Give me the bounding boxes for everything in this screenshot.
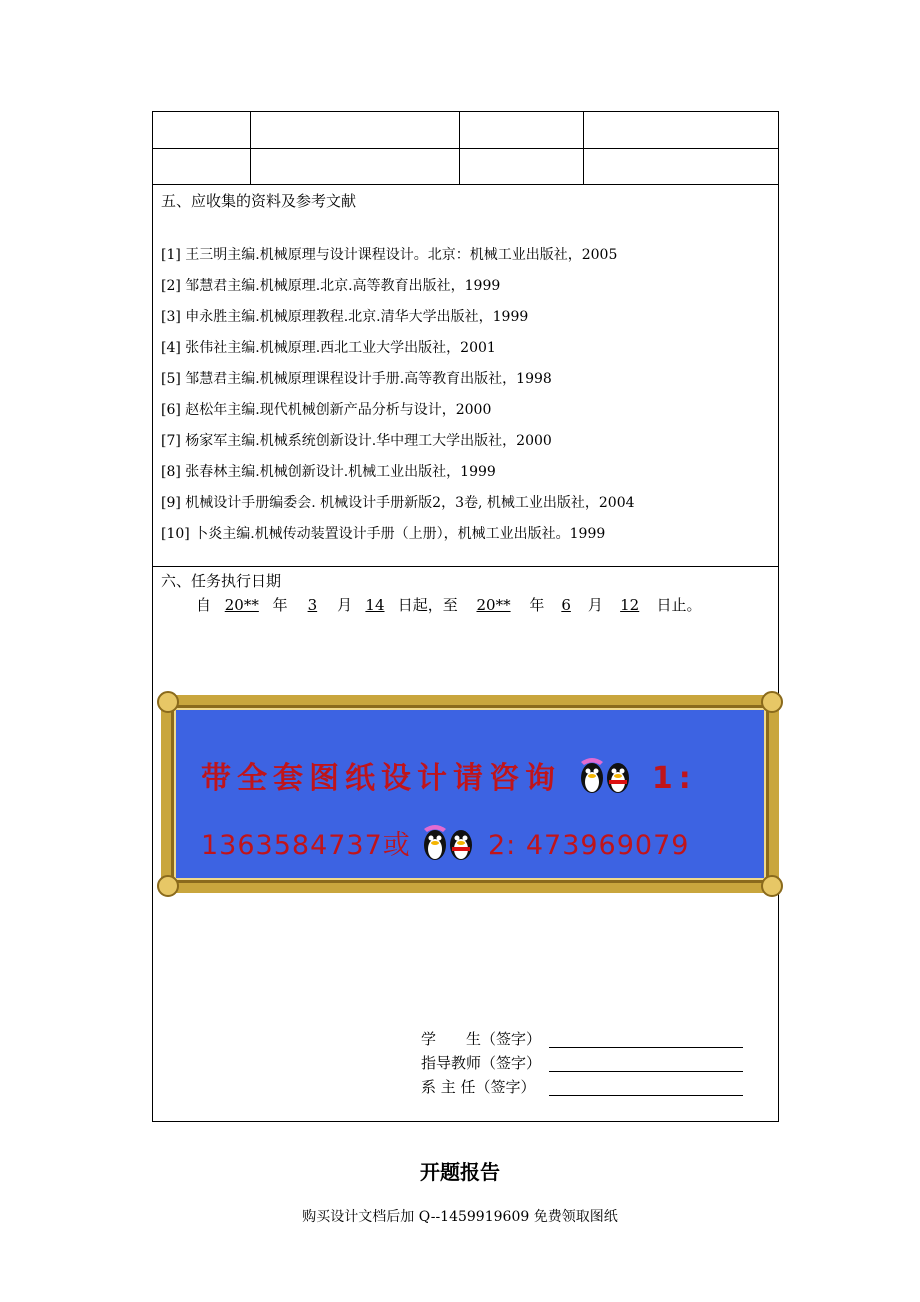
contact-banner (161, 695, 779, 893)
cell-divider (583, 148, 584, 184)
list-item: [6] 赵松年主编.现代机械创新产品分析与设计，2000 (161, 402, 492, 418)
section-schedule-title: 六、任务执行日期 (161, 572, 282, 590)
report-form-frame (152, 111, 779, 1122)
advisor-signature-line[interactable] (549, 1057, 743, 1072)
banner-qq-number-2: 2: 473969079 (487, 830, 690, 861)
section-references-title: 五、应收集的资料及参考文献 (161, 192, 357, 210)
qq-penguin-icon (421, 823, 477, 870)
frame-corner-ornament (761, 691, 783, 713)
list-item: [7] 杨家军主编.机械系统创新设计.华中理工大学出版社，2000 (161, 433, 552, 449)
banner-line-2 (201, 823, 689, 870)
page-title: 开题报告 (420, 1160, 500, 1184)
end-month: 6 (561, 596, 571, 614)
month-label: 月 (587, 596, 603, 614)
list-item: [3] 申永胜主编.机械原理教程.北京.清华大学出版社，1999 (161, 309, 529, 325)
list-item: [10] 卜炎主编.机械传动装置设计手册（上册），机械工业出版社。1999 (161, 526, 606, 542)
table-row (153, 112, 778, 149)
date-from-label: 自 (196, 596, 212, 614)
frame-corner-ornament (761, 875, 783, 897)
student-signature-label: 学 生（签字） (421, 1030, 542, 1048)
list-item: [4] 张伟社主编.机械原理.西北工业大学出版社，2001 (161, 340, 496, 356)
banner-qq-number-1-label: 1: (651, 761, 697, 796)
start-day: 14 (365, 596, 385, 614)
cell-divider (250, 148, 251, 184)
qq-penguin-icon (578, 756, 634, 804)
end-day: 12 (620, 596, 640, 614)
reference-list (161, 240, 771, 550)
footer-note: 购买设计文档后加 Q--1459919609 免费领取图纸 (302, 1209, 618, 1225)
list-item: [8] 张春林主编.机械创新设计.机械工业出版社，1999 (161, 464, 496, 480)
end-suffix: 日止。 (656, 596, 702, 614)
cell-divider (250, 112, 251, 148)
table-row (153, 148, 778, 185)
section-divider (153, 566, 778, 567)
banner-phone: 1363584737或 (201, 830, 411, 861)
advisor-signature-label: 指导教师（签字） (421, 1054, 542, 1072)
advisor-signature (421, 1052, 743, 1073)
banner-line-1 (201, 753, 697, 804)
banner-headline: 带全套图纸设计请咨询 (201, 761, 561, 796)
start-suffix: 日起，至 (397, 596, 458, 614)
list-item: [1] 王三明主编.机械原理与设计课程设计。北京：机械工业出版社，2005 (161, 247, 618, 263)
frame-corner-ornament (157, 875, 179, 897)
director-signature-label: 系 主 任（签字） (421, 1078, 536, 1096)
cell-divider (583, 112, 584, 148)
list-item: [2] 邹慧君主编.机械原理.北京.高等教育出版社，1999 (161, 278, 501, 294)
schedule-date-line (196, 594, 701, 615)
start-year: 20** (224, 596, 259, 614)
list-item: [9] 机械设计手册编委会. 机械设计手册新版2，3卷, 机械工业出版社，2004 (161, 495, 635, 511)
student-signature-line[interactable] (549, 1033, 743, 1048)
cell-divider (459, 148, 460, 184)
year-label: 年 (529, 596, 545, 614)
director-signature (421, 1076, 743, 1097)
year-label: 年 (272, 596, 288, 614)
director-signature-line[interactable] (549, 1081, 743, 1096)
student-signature (421, 1028, 743, 1049)
cell-divider (459, 112, 460, 148)
list-item: [5] 邹慧君主编.机械原理课程设计手册.高等教育出版社，1998 (161, 371, 552, 387)
month-label: 月 (337, 596, 353, 614)
start-month: 3 (307, 596, 318, 614)
frame-corner-ornament (157, 691, 179, 713)
end-year: 20** (476, 596, 511, 614)
